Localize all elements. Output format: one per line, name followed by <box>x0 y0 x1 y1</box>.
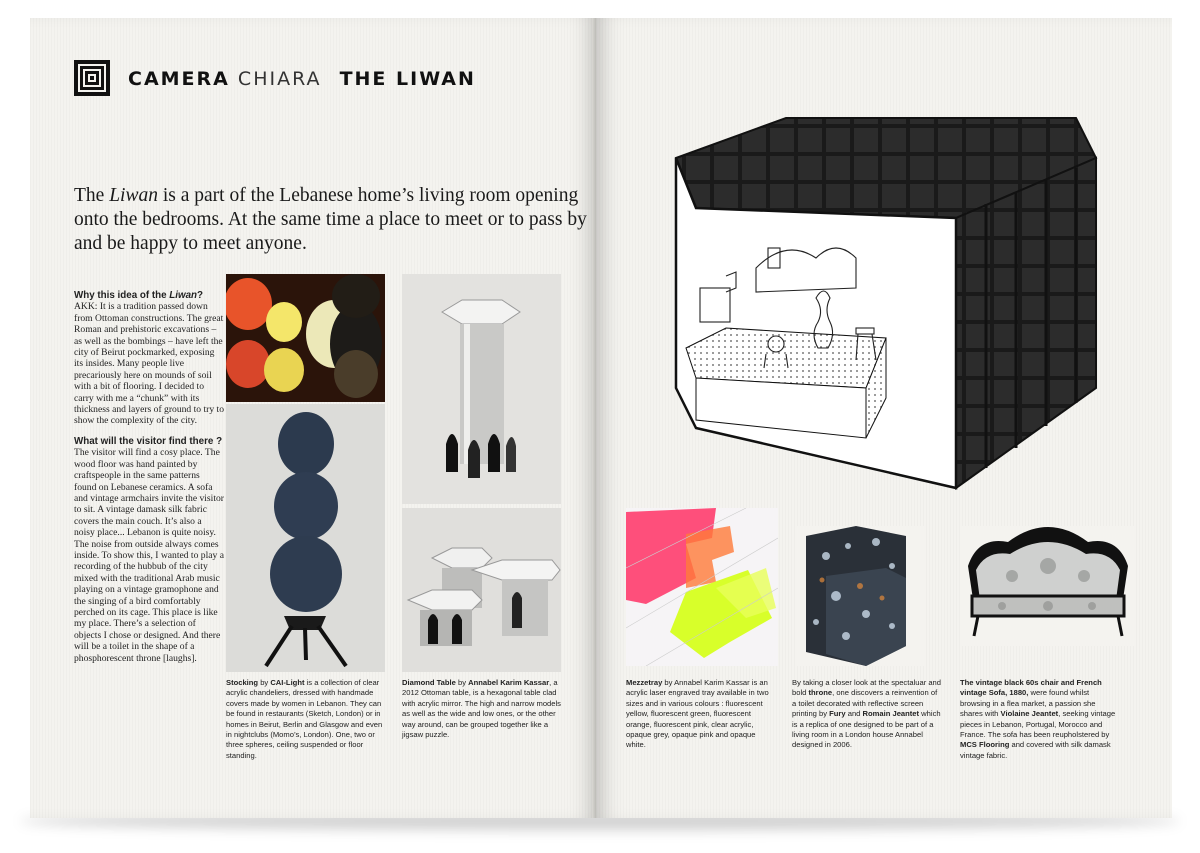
lede-emphasis: Liwan <box>109 185 158 206</box>
answer-2: The visitor will find a cosy place. The wood floor was hand painted by craftspeople in the same patterns found on Lebanese ceramics. A sofa and vintage armchairs invite the visitor to sit. A vintage damask silk fabric covers the main couch. It’s also a noisy place... Lebanon is quite noisy. The noise from outside always comes inside. To show this, I wanted to play a recording of the hubbub of the city mixed with the traditional Arab music playing on a vintage gramophone and the singing of a bird comfortably perched on its cage. This place is like my place. There’s a selection of objects I chose or designed. And there will be a toilet in the shape of a phosphorescent throne [laughs]. <box>74 447 224 664</box>
photo-diamond-table-low <box>402 508 561 672</box>
caption-sofa: The vintage black 60s chair and French vintage Sofa, 1880, were found whilst browsing in a flea market, a passion she shares with Violaine Jeantet, seeking vintage pieces in Lebanon, Portugal, Morocco and France. The sofa has been reupholstered by MCS Flooring and covered with silk damask vintage fabric. <box>960 678 1116 760</box>
interview-column <box>74 290 224 673</box>
photo-diamond-table-tall <box>402 274 561 504</box>
liwan-isometric-drawing <box>656 98 1136 518</box>
caption-throne: By taking a closer look at the spectaluar and bold throne, one discovers a reinvention of a toilet decorated with reflective screen printing by Fury and Romain Jeantet which is a replica of one designed to be part of a living room in a London house Annabel designed in 2006. <box>792 678 942 750</box>
caption-diamond-table: Diamond Table by Annabel Karim Kassar, a 2012 Ottoman table, is a hexagonal table clad with acrylic mirror. The high and narrow models as well as the wide and low ones, or the other way around, can be grouped together like a jigsaw puzzle. <box>402 678 561 740</box>
lede-paragraph <box>74 184 594 256</box>
camera-chiara-logo-icon <box>74 60 110 96</box>
right-page <box>596 18 1172 818</box>
magazine-spread <box>30 18 1172 818</box>
brand-bold: CAMERA <box>128 68 230 90</box>
photo-stocking-lamp <box>226 404 385 672</box>
answer-1: AKK: It is a tradition passed down from Ottoman constructions. The great Roman and prehistoric excavations – as well as the bombings – have left the city of Beirut pockmarked, exposing its insides. Many people live precariously here on mounds of soil with a bit of flooring. I decided to carry with me a “chunk” with its thickness and layers of ground to try to show the complexity of the city. <box>74 301 225 427</box>
caption-mezzetray: Mezzetray by Annabel Karim Kassar is an acrylic laser engraved tray available in two sizes and in various colours : fluorescent yellow, fluorescent green, fluorescent orange, fluorescent pink, clear acrylic, opaque grey, opaque pink and opaque white. <box>626 678 769 750</box>
caption-stocking: Stocking by CAI-Light is a collection of clear acrylic chandeliers, dressed with handmade covers made by women in Lebanon. They can be found in restaurants (Sketch, London) or in homes in Beirut, Berlin and Glasgow and even in nightclubs (Momo’s, London). One, two or three spheres, ceiling suspended or floor standing. <box>226 678 383 760</box>
page-header <box>128 68 476 90</box>
question-1: Why this idea of the Liwan? <box>74 290 204 301</box>
left-page <box>30 18 596 818</box>
lede-part2: is a part of the Lebanese home’s living room opening onto the bedrooms. At the same time a place to meet or to pass by and be happy to meet anyone. <box>74 185 587 254</box>
photo-mezzetray <box>626 508 778 666</box>
photo-throne <box>796 526 926 666</box>
photo-vintage-sofa <box>962 526 1134 646</box>
photo-lamps <box>226 274 385 402</box>
section-title: THE LIWAN <box>339 68 476 90</box>
lede-part1: The <box>74 185 110 206</box>
brand-light: CHIARA <box>237 68 322 90</box>
question-2: What will the visitor find there ? <box>74 435 223 447</box>
